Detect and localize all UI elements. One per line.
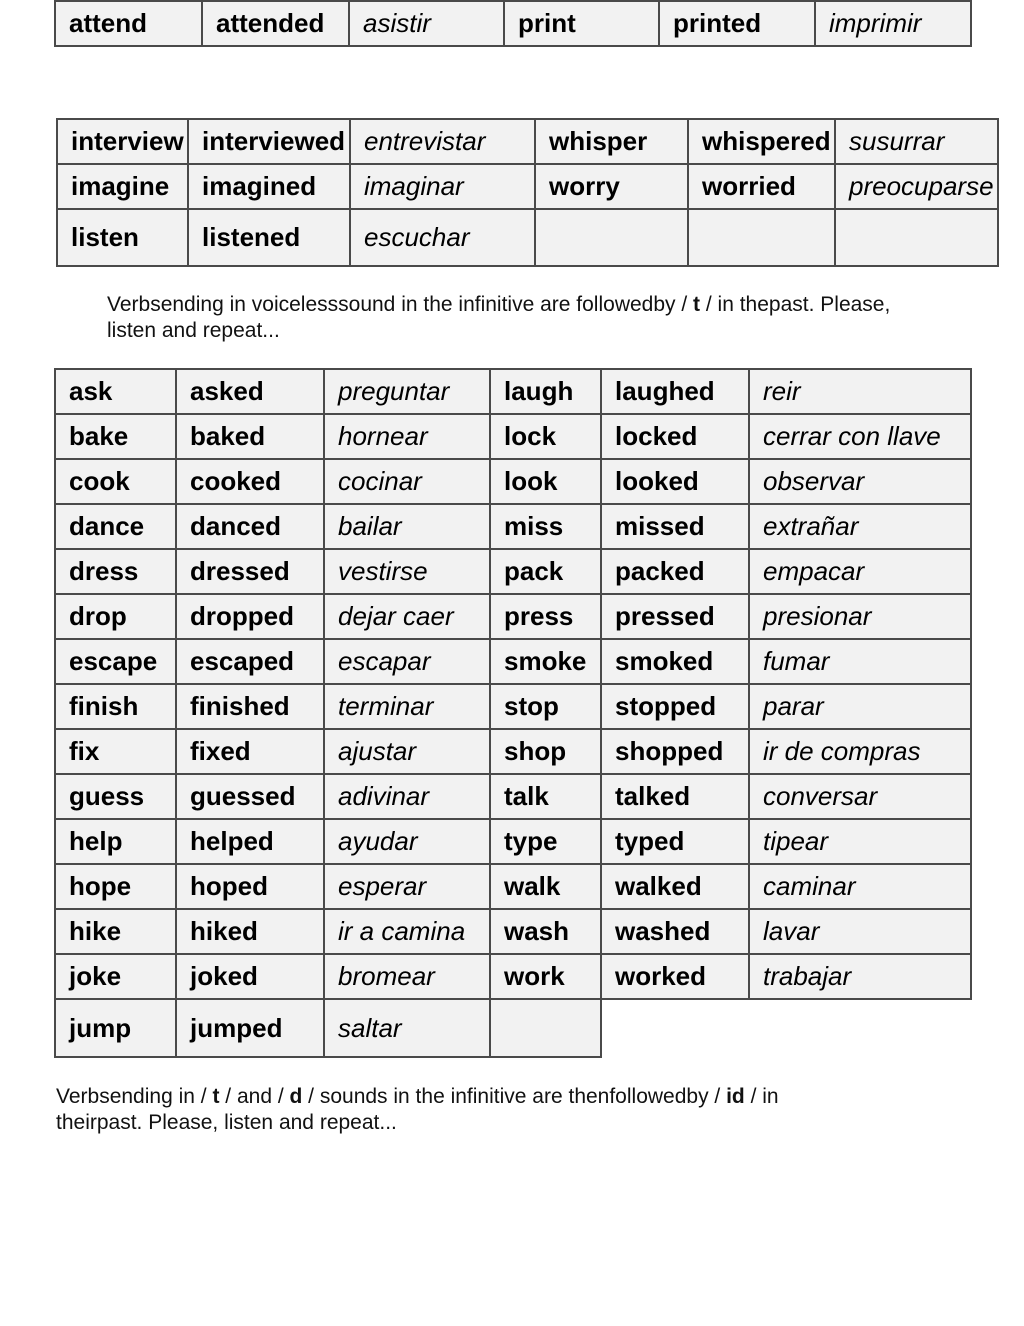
verb-past: shopped: [601, 729, 749, 774]
verb-past: talked: [601, 774, 749, 819]
verb-past: hiked: [176, 909, 324, 954]
verb-translation: lavar: [749, 909, 971, 954]
verb-past: finished: [176, 684, 324, 729]
verb-infinitive: press: [490, 594, 601, 639]
table-row: [55, 549, 971, 594]
verb-infinitive: dress: [55, 549, 176, 594]
verb-infinitive: hope: [55, 864, 176, 909]
verb-past: stopped: [601, 684, 749, 729]
verb-past: washed: [601, 909, 749, 954]
verb-past: packed: [601, 549, 749, 594]
verb-translation: cocinar: [324, 459, 490, 504]
verb-translation: cerrar con llave: [749, 414, 971, 459]
table-row: [55, 819, 971, 864]
verb-translation: adivinar: [324, 774, 490, 819]
verb-translation: asistir: [349, 1, 504, 46]
verb-infinitive: ask: [55, 369, 176, 414]
verb-infinitive: drop: [55, 594, 176, 639]
verb-past: helped: [176, 819, 324, 864]
verb-infinitive: miss: [490, 504, 601, 549]
verb-translation: bromear: [324, 954, 490, 999]
verb-infinitive: walk: [490, 864, 601, 909]
verb-infinitive: lock: [490, 414, 601, 459]
verb-translation: empacar: [749, 549, 971, 594]
verb-past: worked: [601, 954, 749, 999]
verb-past: worried: [688, 164, 835, 209]
table-row: [55, 954, 971, 999]
table-row: [57, 164, 998, 209]
verb-translation: bailar: [324, 504, 490, 549]
verb-past: typed: [601, 819, 749, 864]
table-row: [55, 999, 971, 1057]
verb-infinitive: print: [504, 1, 659, 46]
verb-infinitive: work: [490, 954, 601, 999]
table-row: [55, 369, 971, 414]
verbs-table-middle: [56, 118, 999, 267]
verb-infinitive: imagine: [57, 164, 188, 209]
verb-past: fixed: [176, 729, 324, 774]
verb-translation: dejar caer: [324, 594, 490, 639]
verb-infinitive: worry: [535, 164, 688, 209]
verb-infinitive: shop: [490, 729, 601, 774]
verb-past: dropped: [176, 594, 324, 639]
verb-infinitive: attend: [55, 1, 202, 46]
verb-past: joked: [176, 954, 324, 999]
verb-translation: esperar: [324, 864, 490, 909]
verb-infinitive: bake: [55, 414, 176, 459]
verb-past: escaped: [176, 639, 324, 684]
verb-translation: saltar: [324, 999, 490, 1057]
verb-translation: caminar: [749, 864, 971, 909]
verb-infinitive: hike: [55, 909, 176, 954]
table-row: [55, 684, 971, 729]
verb-infinitive: listen: [57, 209, 188, 266]
verb-past: hoped: [176, 864, 324, 909]
verb-infinitive: joke: [55, 954, 176, 999]
verb-translation: trabajar: [749, 954, 971, 999]
verb-past: pressed: [601, 594, 749, 639]
verb-translation: reir: [749, 369, 971, 414]
table-row: [55, 864, 971, 909]
verb-translation: hornear: [324, 414, 490, 459]
verb-infinitive: wash: [490, 909, 601, 954]
verb-past: jumped: [176, 999, 324, 1057]
verb-past: guessed: [176, 774, 324, 819]
instruction-voiceless: Verbsending in voicelesssound in the infinitive are followedby / t / in thepast. Please, listen and repeat...: [107, 293, 891, 342]
table-row: [57, 119, 998, 164]
table-row: [57, 209, 998, 266]
verb-translation: preguntar: [324, 369, 490, 414]
verb-translation: escapar: [324, 639, 490, 684]
verb-past: interviewed: [188, 119, 350, 164]
verb-infinitive: laugh: [490, 369, 601, 414]
verb-translation: vestirse: [324, 549, 490, 594]
table-row: [55, 774, 971, 819]
table-row: [55, 414, 971, 459]
verb-past: laughed: [601, 369, 749, 414]
verb-infinitive: cook: [55, 459, 176, 504]
verb-translation: ir a camina: [324, 909, 490, 954]
verb-translation: presionar: [749, 594, 971, 639]
verb-translation: imaginar: [350, 164, 535, 209]
verb-translation: [835, 209, 998, 266]
verb-translation: imprimir: [815, 1, 971, 46]
table-row: [55, 1, 971, 46]
verb-translation: susurrar: [835, 119, 998, 164]
verb-infinitive: [490, 999, 601, 1057]
verb-infinitive: escape: [55, 639, 176, 684]
verb-infinitive: help: [55, 819, 176, 864]
verb-past: printed: [659, 1, 815, 46]
verb-past: missed: [601, 504, 749, 549]
verb-translation: parar: [749, 684, 971, 729]
verb-translation: escuchar: [350, 209, 535, 266]
verb-translation: terminar: [324, 684, 490, 729]
verb-infinitive: guess: [55, 774, 176, 819]
verb-translation: entrevistar: [350, 119, 535, 164]
table-row: [55, 594, 971, 639]
verb-past: whispered: [688, 119, 835, 164]
verb-infinitive: jump: [55, 999, 176, 1057]
verb-past: baked: [176, 414, 324, 459]
verbs-table-voiceless: [54, 368, 972, 1058]
verb-past: danced: [176, 504, 324, 549]
verb-infinitive: [535, 209, 688, 266]
verb-infinitive: fix: [55, 729, 176, 774]
verb-past: dressed: [176, 549, 324, 594]
verb-translation: ir de compras: [749, 729, 971, 774]
verb-past: cooked: [176, 459, 324, 504]
verb-infinitive: finish: [55, 684, 176, 729]
verb-past: imagined: [188, 164, 350, 209]
verb-infinitive: type: [490, 819, 601, 864]
table-row: [55, 504, 971, 549]
verb-infinitive: pack: [490, 549, 601, 594]
verbs-table-top: [54, 0, 972, 47]
verb-past: listened: [188, 209, 350, 266]
verb-translation: ayudar: [324, 819, 490, 864]
verb-past: walked: [601, 864, 749, 909]
verb-past: locked: [601, 414, 749, 459]
table-row: [55, 639, 971, 684]
verb-translation: ajustar: [324, 729, 490, 774]
verb-translation: conversar: [749, 774, 971, 819]
verb-past: [688, 209, 835, 266]
instruction-t-d: Verbsending in / t / and / d / sounds in the infinitive are thenfollowedby / id / in theirpast. Please, listen and repeat...: [56, 1085, 779, 1134]
verb-past: smoked: [601, 639, 749, 684]
verb-past: asked: [176, 369, 324, 414]
verb-infinitive: look: [490, 459, 601, 504]
verb-translation: observar: [749, 459, 971, 504]
verb-infinitive: interview: [57, 119, 188, 164]
verb-infinitive: stop: [490, 684, 601, 729]
verb-infinitive: smoke: [490, 639, 601, 684]
table-row: [55, 729, 971, 774]
verb-past: attended: [202, 1, 349, 46]
verb-translation: tipear: [749, 819, 971, 864]
verb-infinitive: whisper: [535, 119, 688, 164]
table-row: [55, 909, 971, 954]
verb-translation: fumar: [749, 639, 971, 684]
table-row: [55, 459, 971, 504]
verb-infinitive: talk: [490, 774, 601, 819]
verb-past: looked: [601, 459, 749, 504]
verb-infinitive: dance: [55, 504, 176, 549]
verb-translation: extrañar: [749, 504, 971, 549]
verb-translation: preocuparse: [835, 164, 998, 209]
